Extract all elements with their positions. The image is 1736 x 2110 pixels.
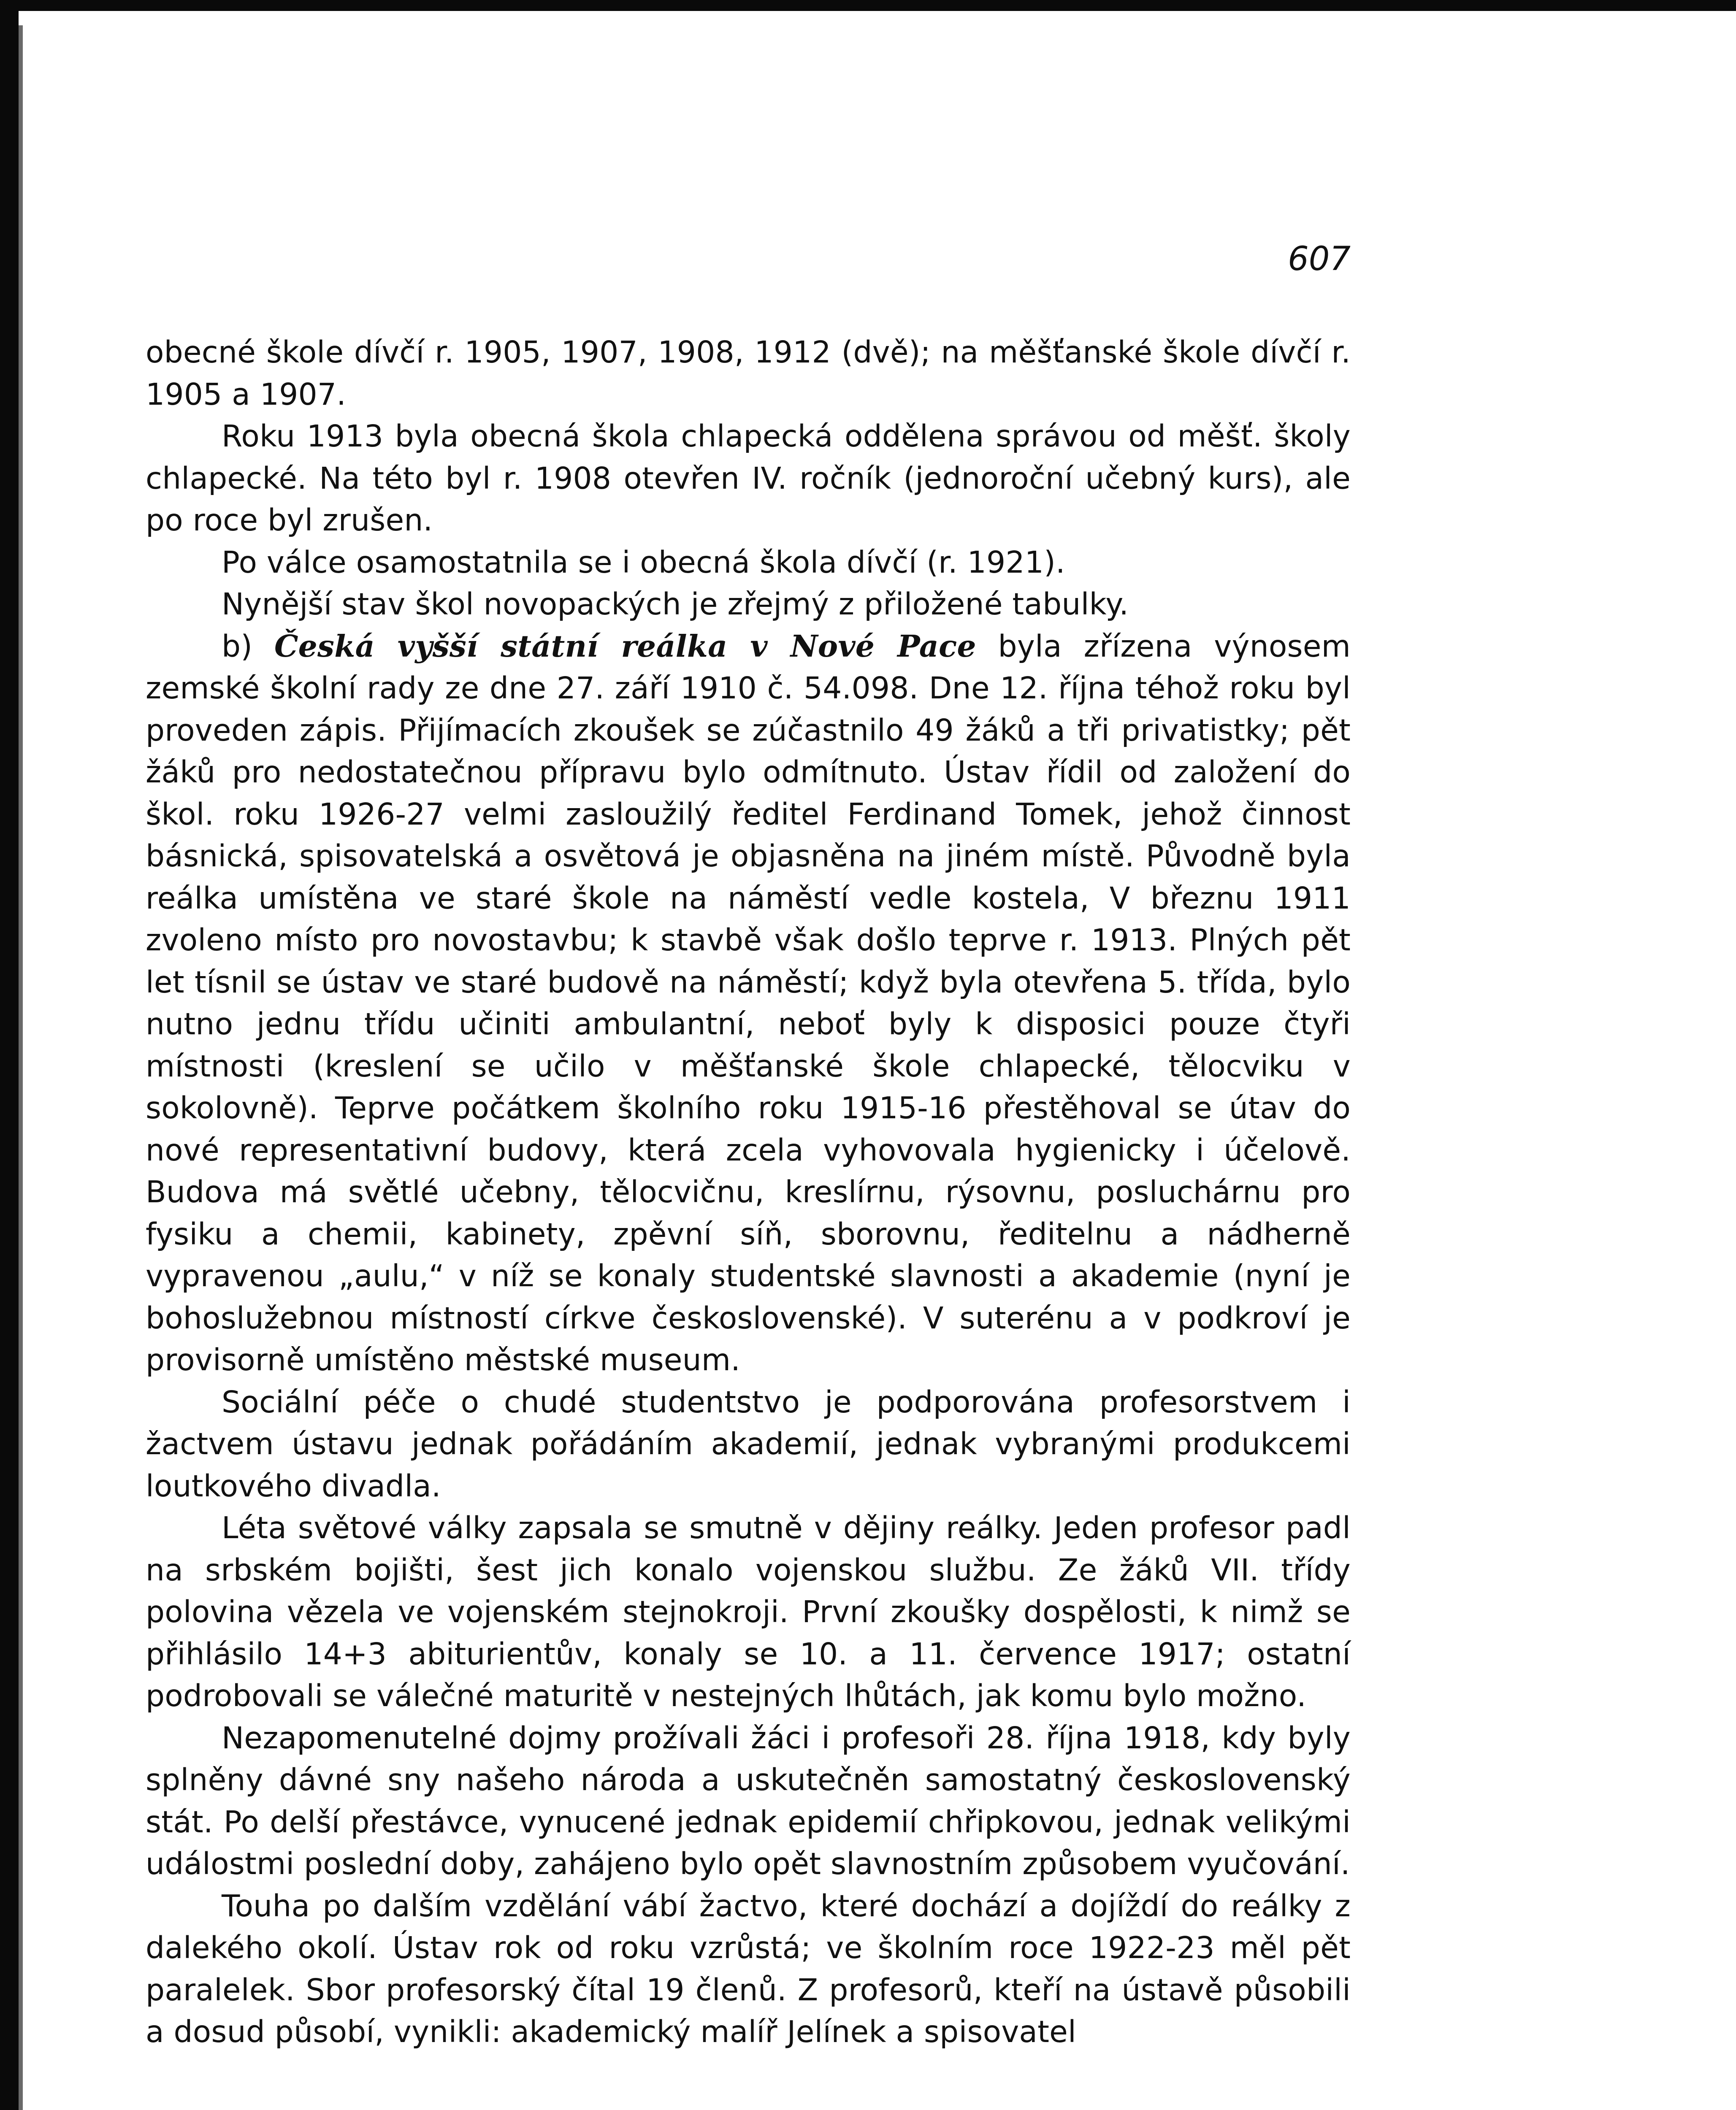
page-number: 607 <box>1288 240 1351 278</box>
paragraph: Nezapomenutelné dojmy prožívali žáci i profesoři 28. října 1918, kdy byly splněny dávné sny našeho národa a uskutečněn samostatný československý stát. Po delší přestávce, vynucené jednak epidemií chřipkovou, jednak velikými událostmi poslední doby, zahájeno bylo opět slavnostním způsobem vyučování. <box>146 1720 1351 1881</box>
paragraph-text: byla zřízena výnosem zemské školní rady ze dne 27. září 1910 č. 54.098. Dne 12. října téhož roku byl proveden zápis. Přijímacích zkoušek se zúčastnilo 49 žáků a tři privatistky; pět žáků pro nedostatečnou přípravu bylo odmítnuto. Ústav řídil od založení do škol. roku 1926-27 velmi zasloužilý ředitel Ferdinand Tomek, jehož činnost básnická, spisovatelská a osvětová je objasněna na jiném místě. Původně byla reálka umístěna ve staré škole na náměstí vedle kostela, V březnu 1911 zvoleno místo pro novostavbu; k stavbě však došlo teprve r. 1913. Plných pět let tísnil se ústav ve staré budově na náměstí; když byla otevřena 5. třída, bylo nutno jednu třídu učiniti ambulantní, neboť byly k disposici pouze čtyři místnosti (kreslení se učilo v měšťanské škole chlapecké, tělocviku v sokolovně). Teprve počátkem školního roku 1915-16 přestěhoval se útav do nové representativní budovy, která zcela vyhovovala hygienicky i účelově. Budova má světlé učebny, tělocvičnu, kreslírnu, rýsovnu, posluchárnu pro fysiku a chemii, kabinety, zpěvní síň, sborovnu, ředitelnu a nádherně vypravenou „aulu,“ v níž se konaly studentské slavnosti a akademie (nyní je bohoslužebnou místností církve československé). V suterénu a v podkroví je provisorně umístěno městské museum. <box>146 628 1351 1377</box>
paragraph: obecné škole dívčí r. 1905, 1907, 1908, 1912 (dvě); na měšťanské škole dívčí r. 1905 a 1907. <box>146 335 1351 412</box>
scan-border-left <box>0 0 19 2110</box>
paragraph: Léta světové války zapsala se smutně v dějiny reálky. Jeden profesor padl na srbském bojišti, šest jich konalo vojenskou službu. Ze žáků VII. třídy polovina vězela ve vojenském stejnokroji. První zkoušky dospělosti, k nimž se přihlásilo 14+3 abiturientův, konaly se 10. a 11. července 1917; ostatní podrobovali se válečné maturitě v nestejných lhůtách, jak komu bylo možno. <box>146 1510 1351 1713</box>
paragraph: Roku 1913 byla obecná škola chlapecká oddělena správou od měšť. školy chlapecké. Na této byl r. 1908 otevřen IV. ročník (jednoroční učebný kurs), ale po roce byl zrušen. <box>146 419 1351 538</box>
institution-title: Česká vyšší státní reálka v Nové Pace <box>274 628 976 664</box>
body-text <box>146 331 1351 2053</box>
paragraph: Nynější stav škol novopackých je zřejmý z přiložené tabulky. <box>222 587 1129 622</box>
scan-border-left-shadow <box>19 25 23 2110</box>
paragraph-realka <box>146 625 1351 1381</box>
list-marker: b) <box>222 628 274 664</box>
scan-border-top <box>0 0 1736 11</box>
paragraph: Po válce osamostatnila se i obecná škola dívčí (r. 1921). <box>222 544 1065 580</box>
paragraph: Sociální péče o chudé studentstvo je podporována profesorstvem i žactvem ústavu jednak pořádáním akademií, jednak vybranými produkcemi loutkového divadla. <box>146 1384 1351 1504</box>
paragraph: Touha po dalším vzdělání vábí žactvo, které dochází a dojíždí do reálky z dalekého okolí. Ústav rok od roku vzrůstá; ve školním roce 1922-23 měl pět paralelek. Sbor profesorský čítal 19 členů. Z profesorů, kteří na ústavě působili a dosud působí, vynikli: akademický malíř Jelínek a spisovatel <box>146 1888 1351 2049</box>
